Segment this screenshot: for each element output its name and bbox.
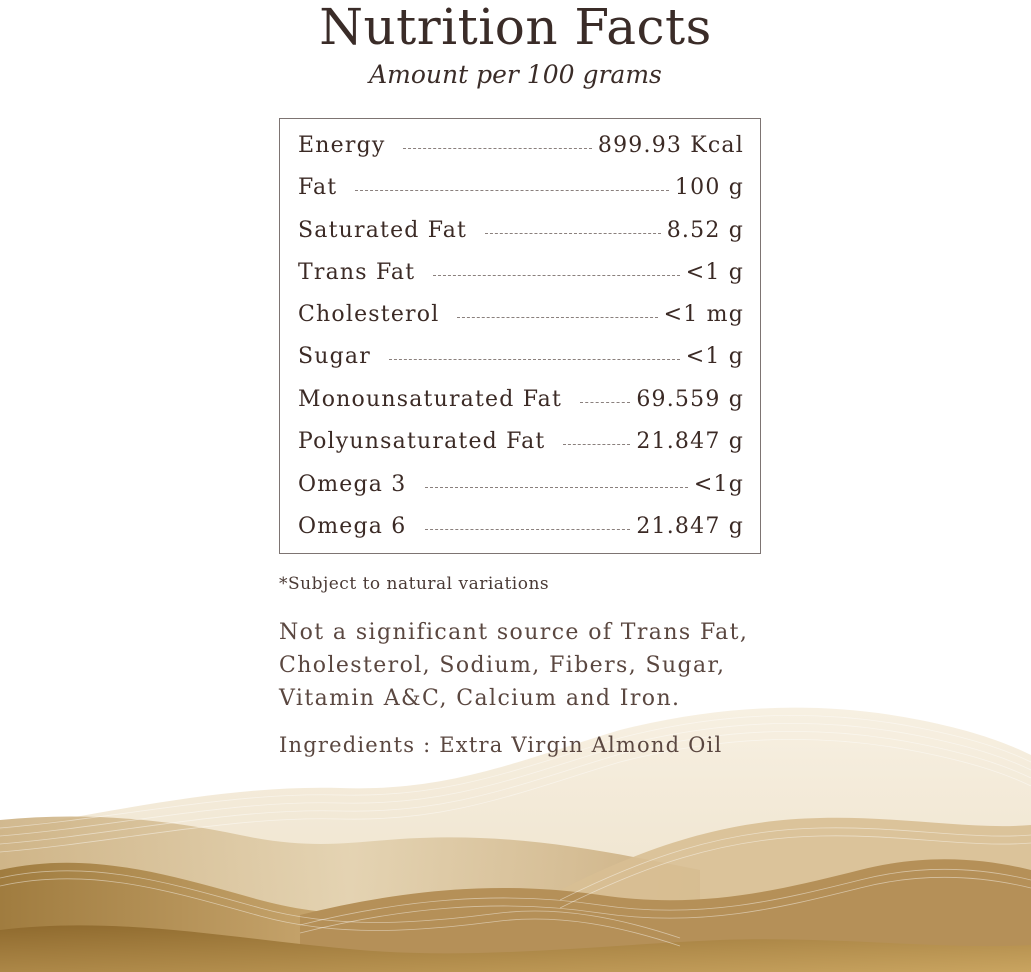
- nutrient-label: Sugar: [298, 343, 371, 369]
- dotted-leader: [425, 529, 631, 530]
- nutrient-value: <1g: [693, 471, 744, 497]
- nutrition-row-trans-fat: [298, 257, 744, 287]
- nutrient-value: 21.847 g: [636, 513, 744, 539]
- nutrition-row-monounsaturated-fat: [298, 384, 744, 414]
- nutrient-value: 21.847 g: [636, 428, 744, 454]
- nutrient-label: Trans Fat: [298, 259, 416, 285]
- nutrient-label: Polyunsaturated Fat: [298, 428, 546, 454]
- nutrient-label: Energy: [298, 132, 386, 158]
- nutrient-value: 100 g: [674, 174, 744, 200]
- dotted-leader: [580, 402, 630, 403]
- nutrition-table: [279, 118, 761, 554]
- dotted-leader: [485, 233, 661, 234]
- nutrition-row-omega-3: [298, 469, 744, 499]
- nutrient-label: Saturated Fat: [298, 217, 468, 243]
- dotted-leader: [425, 487, 688, 488]
- nutrient-label: Omega 6: [298, 513, 407, 539]
- dotted-leader: [457, 317, 657, 318]
- nutrient-value: 899.93 Kcal: [597, 132, 744, 158]
- dotted-leader: [389, 359, 680, 360]
- nutrition-row-polyunsaturated-fat: [298, 426, 744, 456]
- nutrition-row-cholesterol: [298, 299, 744, 329]
- nutrient-label: Fat: [298, 174, 338, 200]
- dotted-leader: [355, 190, 669, 191]
- nutrient-value: <1 g: [685, 343, 744, 369]
- nutrient-label: Cholesterol: [298, 301, 440, 327]
- nutrient-label: Monounsaturated Fat: [298, 386, 563, 412]
- dotted-leader: [403, 148, 591, 149]
- ingredients-line: Ingredients : Extra Virgin Almond Oil: [279, 733, 723, 757]
- dotted-leader: [433, 275, 679, 276]
- nutrition-row-energy: [298, 130, 744, 160]
- nutrition-row-sugar: [298, 341, 744, 371]
- disclaimer-statement: Not a significant source of Trans Fat, Cholesterol, Sodium, Fibers, Sugar, Vitamin A&C, Calcium and Iron.: [279, 620, 749, 711]
- nutrition-row-omega-6: [298, 511, 744, 541]
- page-title: Nutrition Facts: [319, 0, 712, 56]
- nutrition-row-saturated-fat: [298, 215, 744, 245]
- nutrient-value: 8.52 g: [666, 217, 744, 243]
- page-subtitle: Amount per 100 grams: [369, 60, 662, 89]
- nutrient-value: 69.559 g: [636, 386, 744, 412]
- footnote: *Subject to natural variations: [279, 574, 550, 594]
- nutrient-value: <1 g: [685, 259, 744, 285]
- nutrition-row-fat: [298, 172, 744, 202]
- dotted-leader: [563, 444, 630, 445]
- nutrient-label: Omega 3: [298, 471, 407, 497]
- nutrient-value: <1 mg: [663, 301, 744, 327]
